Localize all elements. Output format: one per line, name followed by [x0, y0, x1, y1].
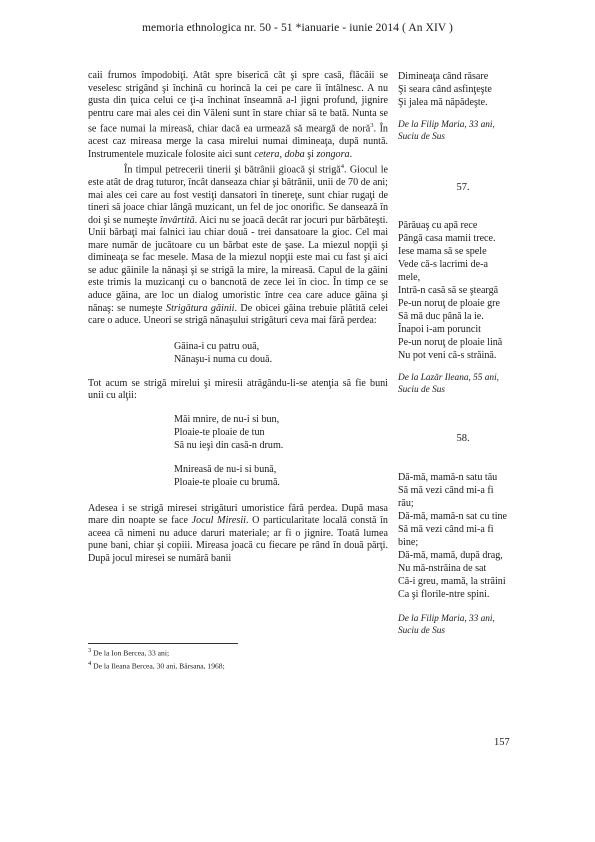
- poem-line: bine;: [398, 537, 419, 548]
- poem-continuation: [398, 70, 528, 109]
- poem-number-57: 57.: [456, 182, 470, 193]
- poem-line: Pe-un noruţ de ploaie gre: [398, 298, 501, 309]
- poem-line: Să mă vezi când mi-a fi: [398, 485, 494, 496]
- poem-line: Şi seara când asfinţeşte: [398, 84, 492, 95]
- poem-line: Înapoi i-am poruncit: [398, 324, 481, 335]
- poem-line: Să mă duc până la ie.: [398, 311, 484, 322]
- poem-line: rău;: [398, 498, 414, 509]
- footnotes: [88, 646, 388, 671]
- poem-line: Vede că-s lacrimi de-a: [398, 259, 488, 270]
- paragraph-4: Adesea i se strigă miresei strigături umoristice fără perdea. După masa mare din noapte se face Jocul Miresii. O particularitate locală constă în aceea că nimeni nu aduce daruri materiale; ar fi o jignire. Toată lumea pune bani, chiar şi copiii. Mireasa joacă cu fiecare pe rând în două părţi. După jocul miresei se numără banii: [88, 502, 388, 564]
- poem-line: Şi jalea mă năpădeşte.: [398, 97, 488, 108]
- poem-line: Nu mă-nstrăina de sat: [398, 563, 487, 574]
- poem-line: Intră-n casă să se şteargă: [398, 285, 499, 296]
- paragraph-3: Tot acum se strigă mirelui şi miresii atrăgându-li-se atenţia să fie buni unii cu alţii:: [88, 377, 388, 402]
- verse-block-3: [174, 463, 388, 489]
- verse-line: Ploaie-te ploaie de tun: [174, 426, 265, 438]
- poem-57: [398, 219, 528, 362]
- poem-line: Părăuaş cu apă rece: [398, 220, 478, 231]
- poem-line: Nu pot veni că-s străină.: [398, 350, 497, 361]
- right-column: [398, 70, 528, 637]
- poem-line: Pângă casa mamii trece.: [398, 233, 496, 244]
- page-number: 157: [494, 737, 510, 748]
- verse-line: Nănaşu-i numa cu două.: [174, 353, 273, 365]
- poem-source: De la Filip Maria, 33 ani, Suciu de Sus: [398, 614, 495, 636]
- verse-line: Să nu ieşi din casă-n drum.: [174, 439, 284, 451]
- left-column: [88, 70, 388, 565]
- poem-line: Să mă vezi când mi-a fi: [398, 524, 494, 535]
- poem-line: Ca şi florile-ntre spini.: [398, 589, 490, 600]
- poem-58: [398, 471, 528, 601]
- footnote-4: $^4$ De la Ileana Bercea, 30 ani, Bârsana, 1968;: [88, 659, 225, 671]
- poem-line: Dimineaţa când răsare: [398, 71, 489, 82]
- verse-line: Ploaie-te ploaie cu brumă.: [174, 476, 280, 488]
- poem-line: mele,: [398, 272, 421, 283]
- poem-source: De la Filip Maria, 33 ani, Suciu de Sus: [398, 120, 495, 142]
- verse-block-2: [174, 413, 388, 452]
- paragraph-1: caii frumos împodobiţi. Atât spre biserică cât şi spre casă, flăcăii se veselesc strigând şi închină cu horincă la cei pe care îi întâlnesc. A nu gusta din ţuica celui ce ţi-a închinat înseamnă a-l jigni profund, jignire pentru care mai ales cei din Văleni sunt în stare chiar să te bată. Nunta se se face numai la mireasă, chiar dacă ea urmează să meargă de noră$^3$. În acest caz mireasa merge la casa mirelui numai dimineaţa, după nuntă. Instrumentele muzicale folosite aici sunt cetera, doba şi zongora.: [88, 70, 388, 160]
- poem-line: Că-i greu, mamă, la străini: [398, 576, 506, 587]
- poem-source: De la Lazăr Ileana, 55 ani, Suciu de Sus: [398, 373, 499, 395]
- poem-number-58: 58.: [456, 433, 470, 444]
- verse-line: Găina-i cu patru ouă,: [174, 340, 260, 352]
- paragraph-2: În timpul petrecerii tinerii şi bătrânii gioacă şi strigă$^4$. Giocul le este atât de drag tuturor, încât danseaza chiar şi bătrânii, unii de 70 de ani; mai ales cei care au fost vestiţi dansatori în tinereţe, sunt chiar rugaţi de tineri să joace chiar lângă muzicant, un fel de joc onorific. Se dansează în doi şi se numeşte învârtită. Aici nu se joacă decât rar jocuri pur bărbăteşti. Unii bărbaţi mai falnici iau chiar două - trei dansatoare la gioc. Cel mai mare număr de jucătoare cu un bărbat este de şase. La miezul nopţii şi dimineaţa se fac mesele. Masa de la miezul nopţii este mai cu fast şi aici se aduc găinile la nănaşi şi se strigă la mire, la mireasă. Capul de la găini este trimis la muzicanţi cu o bancnotă de zece lei în cioc. În timp ce se aduce găina, are loc un dialog umoristic între cea care aduce găina şi nănaş: se numeşte Strigătura găinii. De obicei găina trebuie plătită celei care o aduce. Uneori se strigă nănaşului strigături ceva mai fără perdea:: [88, 163, 388, 327]
- verse-line: Măi mnire, de nu-i si bun,: [174, 413, 280, 425]
- poem-line: Dă-mă, mamă, după drag,: [398, 550, 503, 561]
- footnote-ref-3[interactable]: 3: [370, 122, 374, 130]
- poem-line: Pe-un noruţ de ploaie lină: [398, 337, 503, 348]
- poem-line: Dă-mă, mamă-n sat cu tine: [398, 511, 508, 522]
- verse-line: Mnireasă de nu-i si bună,: [174, 463, 277, 475]
- poem-line: Dă-mă, mamă-n satu tău: [398, 472, 498, 483]
- poem-line: Iese mama să se spele: [398, 246, 487, 257]
- verse-block-1: [174, 340, 388, 366]
- running-header: memoria ethnologica nr. 50 - 51 *ianuarie - iunie 2014 ( An XIV ): [142, 22, 453, 34]
- footnote-divider: [88, 643, 238, 644]
- footnote-3: $^3$ De la Ion Bercea, 33 ani;: [88, 647, 170, 658]
- footnote-ref-4[interactable]: 4: [340, 163, 345, 171]
